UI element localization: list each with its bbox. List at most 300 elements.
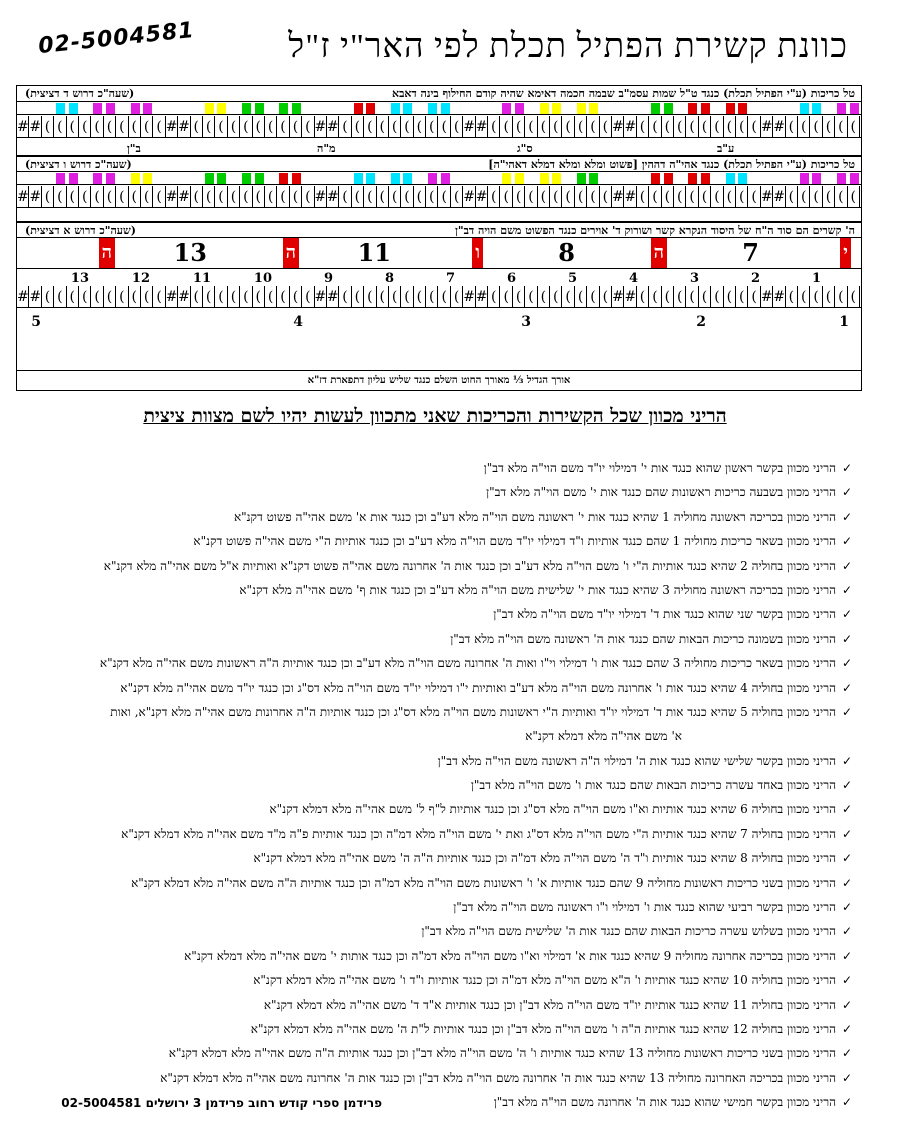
intent-line [32, 797, 852, 821]
winding-glyph: ( [451, 186, 463, 207]
intent-line-text: הריני מכוון באחד עשרה כריכות הבאות שהם כנגד אות ו' משם הוי"ה מלא דב"ן [470, 778, 836, 793]
band1-knot-row [17, 116, 861, 138]
winding-glyph: ( [711, 116, 723, 137]
color-swatch [800, 173, 809, 185]
winding-glyph: ( [810, 186, 822, 207]
band3-note: (שעה"כ דרוש א דציצית) [25, 224, 136, 237]
color-swatch [577, 103, 586, 115]
intent-line-text: הריני מכוון בכריכה ראשונה מחוליה 1 שהיא כנגד אות י' ראשונה משם הוי"ה מלא דע"ב וכן כנגד אות א' משם אהי"ה פשוט דקנ"א [233, 509, 836, 524]
winding-glyph: # [624, 286, 636, 307]
intent-line [32, 651, 852, 675]
color-swatch [279, 103, 288, 115]
section-number: 2 [750, 271, 760, 286]
big-letter: ה [283, 238, 299, 268]
winding-glyph: ( [748, 116, 760, 137]
winding-glyph: ( [129, 116, 141, 137]
winding-glyph: ( [54, 286, 66, 307]
winding-glyph: ( [54, 186, 66, 207]
check-icon: ✓ [841, 485, 852, 500]
intent-line [32, 700, 852, 724]
winding-glyph: ( [823, 186, 835, 207]
winding-glyph: ( [798, 286, 810, 307]
winding-glyph: ( [253, 116, 265, 137]
winding-glyph: ( [42, 286, 54, 307]
knot-number: 2 [696, 314, 706, 330]
winding-glyph: ( [637, 116, 649, 137]
color-swatch [391, 173, 400, 185]
intent-line-text: הריני מכוון בשאר כריכות מחוליה 1 שהם כנגד אותיות ו"ד דמילוי יו"ד משם הוי"ה מלא דע"ב וכן כנגד אותיות ה"י משם אהי"ה פשוט דקנ"א [193, 534, 836, 549]
winding-glyph: ( [513, 116, 525, 137]
color-swatch [502, 173, 511, 185]
band2-letter-row [17, 208, 861, 222]
winding-glyph: ( [91, 186, 103, 207]
intent-line [32, 895, 852, 919]
check-icon: ✓ [841, 997, 852, 1012]
winding-glyph: ( [339, 186, 351, 207]
tzitzit-chart [16, 85, 862, 391]
color-swatch [738, 103, 747, 115]
winding-glyph: ( [662, 286, 674, 307]
winding-glyph: ( [129, 186, 141, 207]
winding-glyph: ( [823, 116, 835, 137]
check-icon: ✓ [841, 973, 852, 988]
intent-line-text: הריני מכוון בשבעה כריכות ראשונות שהם כנגד אות י' משם הוי"ה מלא דב"ן [486, 485, 836, 500]
winding-glyph: ( [414, 116, 426, 137]
intent-line [32, 578, 852, 602]
color-swatch [441, 173, 450, 185]
group-label: ע"ב [717, 142, 735, 155]
winding-glyph: ( [364, 116, 376, 137]
color-swatch [354, 103, 363, 115]
winding-glyph: ( [748, 286, 760, 307]
check-icon: ✓ [841, 631, 852, 646]
winding-glyph: # [327, 286, 339, 307]
band2-note: (שעה"כ דרוש ו דציצית) [25, 158, 132, 171]
winding-glyph: ( [439, 116, 451, 137]
color-swatch [217, 103, 226, 115]
intent-line-text: הריני מכוון בשלוש עשרה כריכות הבאות שהם כנגד אות ה' שלישית משם הוי"ה מלא דב"ן [421, 924, 836, 939]
winding-glyph: ( [104, 186, 116, 207]
winding-glyph: ( [377, 186, 389, 207]
intent-line [32, 846, 852, 870]
winding-glyph: ( [215, 116, 227, 137]
winding-glyph: # [761, 286, 773, 307]
color-swatch [812, 103, 821, 115]
winding-glyph: ( [104, 116, 116, 137]
intent-title: הריני מכוון שכל הקשירות והכריכות שאני מתכוון לעשות יהיו לשם מצוות ציצית [143, 405, 727, 427]
winding-glyph: ( [141, 186, 153, 207]
intent-line-text: א' משם אהי"ה מלא דמלא דקנ"א [525, 729, 682, 744]
winding-glyph: ( [848, 286, 860, 307]
winding-glyph: ( [699, 116, 711, 137]
winding-glyph: # [476, 116, 488, 137]
winding-glyph: ( [786, 186, 798, 207]
winding-glyph: ( [414, 186, 426, 207]
intent-line-text: הריני מכוון בכריכה ראשונה מחוליה 3 שהיא כנגד אות י' שלישית משם הוי"ה מלא דע"ב וכן כנגד אות ף' משם אהי"ה מלא דקנ"א [239, 582, 836, 597]
winding-glyph: ( [649, 116, 661, 137]
winding-glyph: ( [302, 286, 314, 307]
intent-line-text: הריני מכוון בקשר חמישי שהוא כנגד אות ה' אחרונה משם הוי"ה מלא דב"ן [493, 1095, 836, 1110]
section-number: 5 [567, 271, 577, 286]
intent-line-text: הריני מכוון בשני כריכות ראשונות מחוליה 13 שהיא כנגד אותיות ו' ה' משם הוי"ה מלא דב"ן וכן כנגד אותיות ה"ה משם אהי"ה מלא דמלא דקנ"א [168, 1046, 836, 1061]
color-swatch [391, 103, 400, 115]
winding-glyph: ( [290, 286, 302, 307]
color-swatch [403, 103, 412, 115]
color-swatch [69, 173, 78, 185]
color-swatch [850, 173, 859, 185]
winding-glyph: ( [488, 116, 500, 137]
winding-glyph: ( [67, 116, 79, 137]
winding-glyph: # [327, 116, 339, 137]
intent-line-text: הריני מכוון בחוליה 7 שהיא כנגד אותיות ה"י משם הוי"ה מלא דס"ג ואת י' משם הוי"ה מלא דמ"ה וכן כנגד אותיות פ"ה מ"ד משם אהי"ה מלא דמלא דקנ"א [121, 826, 836, 841]
winding-glyph: ( [302, 116, 314, 137]
winding-glyph: ( [525, 186, 537, 207]
intent-line [32, 944, 852, 968]
winding-glyph: ( [538, 116, 550, 137]
winding-glyph: ( [736, 186, 748, 207]
winding-glyph: ( [253, 286, 265, 307]
winding-glyph: ( [823, 286, 835, 307]
winding-glyph: ( [439, 186, 451, 207]
intent-line-text: הריני מכוון בחוליה 11 שהיא כנגד אותיות יו"ד משם הוי"ה מלא דב"ן וכן כנגד אותיות א"ד ד' משם אהי"ה מלא דמלא דקנ"א [263, 997, 836, 1012]
check-icon: ✓ [841, 607, 852, 622]
winding-glyph: # [166, 186, 178, 207]
winding-glyph: ( [54, 116, 66, 137]
winding-glyph: # [315, 286, 327, 307]
band2-color-bar [17, 173, 861, 185]
winding-glyph: ( [228, 186, 240, 207]
winding-glyph: ( [525, 116, 537, 137]
intent-line-text: הריני מכוון בחוליה 4 שהיא כנגד אות ו' אחרונה משם הוי"ה מלא דע"ב ואותיות י"ו דמילוי יו"ד משם הוי"ה מלא דס"ג וכן כנגד יו"ד משם אהי"ה מלא דקנ"א [120, 680, 836, 695]
intent-line-text: הריני מכוון בקשר ראשון שהוא כנגד אות י' דמילוי יו"ד משם הוי"ה מלא דב"ן [483, 461, 836, 475]
band1-color-bar [17, 103, 861, 115]
color-swatch [403, 173, 412, 185]
phone-number-top: 02-5004581 [37, 17, 196, 60]
knot-number: 4 [293, 314, 303, 330]
color-swatch [255, 173, 264, 185]
winding-glyph: ( [748, 186, 760, 207]
winding-glyph: ( [42, 186, 54, 207]
color-swatch [552, 103, 561, 115]
winding-glyph: ( [290, 186, 302, 207]
color-swatch [688, 103, 697, 115]
winding-glyph: ( [724, 186, 736, 207]
winding-glyph: ( [215, 186, 227, 207]
winding-glyph: ( [587, 186, 599, 207]
winding-glyph: ( [153, 186, 165, 207]
winding-glyph: # [166, 286, 178, 307]
winding-glyph: ( [203, 286, 215, 307]
check-icon: ✓ [841, 1070, 852, 1085]
winding-glyph: ( [575, 116, 587, 137]
check-icon: ✓ [841, 656, 852, 671]
winding-glyph: ( [79, 186, 91, 207]
winding-glyph: ( [426, 116, 438, 137]
winding-glyph: ( [91, 116, 103, 137]
band3-knot-row [17, 286, 861, 308]
winding-glyph: # [178, 186, 190, 207]
winding-glyph: ( [835, 286, 847, 307]
winding-glyph: ( [724, 286, 736, 307]
color-swatch [56, 103, 65, 115]
color-swatch [131, 103, 140, 115]
intent-line-text: הריני מכוון בשמונה כריכות הבאות שהם כנגד אות ה' ראשונה משם הוי"ה מלא דב"ן [450, 631, 836, 646]
check-icon: ✓ [841, 1021, 852, 1036]
winding-glyph: # [327, 186, 339, 207]
winding-glyph: ( [364, 186, 376, 207]
winding-glyph: ( [525, 286, 537, 307]
winding-glyph: ( [42, 116, 54, 137]
intent-line [32, 602, 852, 626]
winding-glyph: ( [736, 116, 748, 137]
winding-glyph: ( [686, 186, 698, 207]
band3-header [17, 222, 861, 238]
winding-glyph: ( [699, 186, 711, 207]
color-swatch [354, 173, 363, 185]
winding-glyph: ( [91, 286, 103, 307]
winding-glyph: ( [848, 116, 860, 137]
color-swatch [428, 173, 437, 185]
winding-glyph: ( [786, 286, 798, 307]
winding-glyph: ( [699, 286, 711, 307]
check-icon: ✓ [841, 704, 852, 719]
color-swatch [726, 173, 735, 185]
winding-glyph: ( [153, 116, 165, 137]
winding-glyph: ( [649, 286, 661, 307]
big-letter-row [17, 238, 861, 269]
winding-glyph: ( [500, 116, 512, 137]
winding-glyph: # [315, 186, 327, 207]
winding-glyph: ( [339, 286, 351, 307]
winding-glyph: # [773, 286, 785, 307]
band3-title: ה' קשרים הם סוד ה"ח של היסוד הנקרא קשר ושורוק ד' אוירים כנגד הפשוט משם הויה דב"ן [455, 224, 855, 237]
winding-glyph: ( [711, 186, 723, 207]
color-swatch [800, 103, 809, 115]
intent-line [32, 505, 852, 529]
intent-line [32, 1017, 852, 1041]
winding-glyph: ( [538, 186, 550, 207]
winding-glyph: ( [488, 186, 500, 207]
band2-header [17, 156, 861, 172]
intent-line [32, 676, 852, 700]
winding-glyph: ( [377, 286, 389, 307]
color-swatch [577, 173, 586, 185]
check-icon: ✓ [841, 558, 852, 573]
band2-title: טל כריכות (ע"י הפתיל תכלת) כנגד אהי"ה דההין [פשוט ומלא ומלא דמלא דאהי"ה] [488, 158, 855, 171]
color-swatch [131, 173, 140, 185]
winding-glyph: # [612, 186, 624, 207]
winding-glyph: ( [191, 116, 203, 137]
check-icon: ✓ [841, 900, 852, 915]
section-number: 3 [689, 271, 699, 286]
knot-number: 3 [521, 314, 531, 330]
winding-glyph: ( [637, 186, 649, 207]
winding-glyph: # [17, 186, 29, 207]
winding-glyph: ( [352, 286, 364, 307]
color-swatch [552, 173, 561, 185]
winding-glyph: ( [798, 116, 810, 137]
winding-glyph: ( [674, 116, 686, 137]
big-letter: 11 [357, 238, 391, 267]
winding-glyph: # [773, 116, 785, 137]
color-swatch [701, 173, 710, 185]
color-swatch [837, 103, 846, 115]
winding-glyph: ( [426, 186, 438, 207]
winding-glyph: ( [550, 286, 562, 307]
winding-glyph: ( [228, 116, 240, 137]
winding-glyph: ( [389, 186, 401, 207]
check-icon: ✓ [841, 948, 852, 963]
color-swatch [651, 173, 660, 185]
winding-glyph: ( [562, 186, 574, 207]
color-swatch [143, 173, 152, 185]
winding-glyph: ( [228, 286, 240, 307]
winding-glyph: ( [500, 186, 512, 207]
check-icon: ✓ [841, 753, 852, 768]
intent-line-text: הריני מכוון בחוליה 5 שהיא כנגד אות ד' דמילוי יו"ד ואותיות ה"י ראשונות משם הוי"ה מלא דס"ג וכן כנגד אותיות ה"ה אחרונות משם אהי"ה מלא דקנ"א, ואות [110, 704, 836, 719]
winding-glyph: ( [711, 286, 723, 307]
bottom-note: אורך הגדיל ⅓ מאורך החוט השלם כנגד שליש עליון דתפארת דז"א [17, 370, 861, 391]
intent-line-text: הריני מכוון בחוליה 6 שהיא כנגד אותיות וא"ו משם הוי"ה מלא דס"ג וכן כנגד אותיות ל"ף ל' משם אהי"ה מלא דמלא דקנ"א [269, 802, 836, 817]
color-swatch [366, 103, 375, 115]
big-letter: ו [472, 238, 483, 268]
winding-glyph: ( [451, 116, 463, 137]
winding-glyph: ( [352, 186, 364, 207]
winding-glyph: ( [451, 286, 463, 307]
intent-line-text: הריני מכוון בכריכה אחרונה מחוליה 9 שהיא כנגד אות א' דמילוי וא"ו משם הוי"ה מלא דמ"ה וכן כנגד אותות י' משם אהי"ה מלא דמלא דקנ"א [184, 948, 836, 963]
group-label: ס"ג [517, 142, 533, 155]
winding-glyph: ( [674, 286, 686, 307]
band1-groups [17, 140, 861, 156]
winding-glyph: ( [414, 286, 426, 307]
intent-line [32, 1066, 852, 1090]
winding-glyph: ( [67, 286, 79, 307]
color-swatch [242, 173, 251, 185]
winding-glyph: ( [377, 116, 389, 137]
intent-line [32, 993, 852, 1017]
big-letter: ה [99, 238, 115, 268]
winding-glyph: # [178, 286, 190, 307]
color-swatch [255, 103, 264, 115]
winding-glyph: ( [339, 116, 351, 137]
big-letter: 8 [558, 238, 575, 267]
color-swatch [242, 103, 251, 115]
winding-glyph: ( [129, 286, 141, 307]
section-number: 12 [131, 271, 150, 286]
winding-glyph: ( [600, 116, 612, 137]
color-swatch [850, 103, 859, 115]
intent-line [32, 968, 852, 992]
winding-glyph: ( [562, 286, 574, 307]
winding-glyph: # [29, 286, 41, 307]
knot-number: 5 [31, 314, 41, 330]
winding-glyph: # [761, 186, 773, 207]
color-swatch [205, 173, 214, 185]
winding-glyph: ( [67, 186, 79, 207]
winding-glyph: ( [265, 186, 277, 207]
band2-knot-row [17, 186, 861, 208]
check-icon: ✓ [841, 1095, 852, 1110]
winding-glyph: ( [686, 116, 698, 137]
color-swatch [205, 103, 214, 115]
check-icon: ✓ [841, 875, 852, 890]
winding-glyph: ( [240, 286, 252, 307]
intent-line [32, 773, 852, 797]
winding-glyph: ( [786, 116, 798, 137]
winding-glyph: # [166, 116, 178, 137]
winding-glyph: ( [575, 286, 587, 307]
section-number: 4 [628, 271, 638, 286]
winding-glyph: # [612, 286, 624, 307]
winding-glyph: ( [724, 116, 736, 137]
check-icon: ✓ [841, 534, 852, 549]
winding-glyph: ( [191, 286, 203, 307]
winding-glyph: # [29, 116, 41, 137]
color-swatch [664, 173, 673, 185]
intent-line [32, 554, 852, 578]
big-letter: 13 [173, 238, 207, 267]
intent-line-text: הריני מכוון בחוליה 8 שהיא כנגד אותיות ו"ד ה' משם הוי"ה מלא דמ"ה וכן כנגד אותיות ה"ה ה' משם אהי"ה מלא דמלא דקנ"א [253, 851, 836, 866]
winding-glyph: ( [736, 286, 748, 307]
winding-glyph: ( [79, 116, 91, 137]
intent-line-text: הריני מכוון בשאר כריכות מחוליה 3 שהם כנגד אות ו' דמילוי וי"ו ואות ה' אחרונה משם הוי"ה מלא דע"ב וכן כנגד אותיות ה"ה ראשונות משם אהי"ה מלא דקנ"א [99, 656, 836, 671]
winding-glyph: ( [364, 286, 376, 307]
winding-glyph: ( [500, 286, 512, 307]
color-swatch [292, 103, 301, 115]
winding-glyph: ( [116, 186, 128, 207]
section-number: 13 [70, 271, 89, 286]
winding-glyph: ( [401, 116, 413, 137]
winding-glyph: ( [835, 116, 847, 137]
check-icon: ✓ [841, 826, 852, 841]
intent-line-text: הריני מכוון בשני כריכות ראשונות מחוליה 9 שהם כנגד אותיות א' ו' ראשונות משם הוי"ה מלא דמ"ה וכן כנגד אותיות ה"ה משם אהי"ה מלא דמלא דקנ"א [131, 875, 836, 890]
winding-glyph: ( [401, 286, 413, 307]
color-swatch [738, 173, 747, 185]
color-swatch [664, 103, 673, 115]
winding-glyph: ( [302, 186, 314, 207]
winding-glyph: ( [662, 116, 674, 137]
intent-line [32, 627, 852, 651]
winding-glyph: ( [426, 286, 438, 307]
color-swatch [726, 103, 735, 115]
check-icon: ✓ [841, 802, 852, 817]
intent-line-text: הריני מכוון בקשר שלישי שהוא כנגד אות ה' דמילוי ה"ה ראשונה משם הוי"ה מלא דב"ן [437, 753, 836, 768]
intent-line [32, 749, 852, 773]
winding-glyph: ( [191, 186, 203, 207]
winding-glyph: # [178, 116, 190, 137]
intent-line-text: הריני מכוון בחוליה 10 שהיא כנגד אותיות ו' ה"א משם הוי"ה מלא דמ"ה וכן כנגד אותיות ו"ד ו' משם אהי"ה מלא דמלא דקנ"א [253, 973, 836, 988]
winding-glyph: # [624, 116, 636, 137]
winding-glyph: ( [116, 286, 128, 307]
color-swatch [106, 103, 115, 115]
winding-glyph: ( [277, 116, 289, 137]
color-swatch [651, 103, 660, 115]
color-swatch [812, 173, 821, 185]
color-swatch [143, 103, 152, 115]
page-title: כוונת קשירת הפתיל תכלת לפי האר"י ז"ל [288, 28, 848, 65]
winding-glyph: # [17, 286, 29, 307]
winding-glyph: ( [798, 186, 810, 207]
winding-glyph: ( [277, 286, 289, 307]
check-icon: ✓ [841, 582, 852, 597]
band1-title: טל כריכות (ע"י הפתיל תכלת) כנגד ט"ל שמות עסמ"ב שבמה חכמה דאימא שהיה קודם החילוף בינה דאבא [392, 87, 855, 100]
winding-glyph: ( [600, 286, 612, 307]
color-swatch [589, 103, 598, 115]
color-swatch [701, 103, 710, 115]
color-swatch [93, 103, 102, 115]
group-label: מ"ה [317, 142, 336, 155]
color-swatch [515, 103, 524, 115]
